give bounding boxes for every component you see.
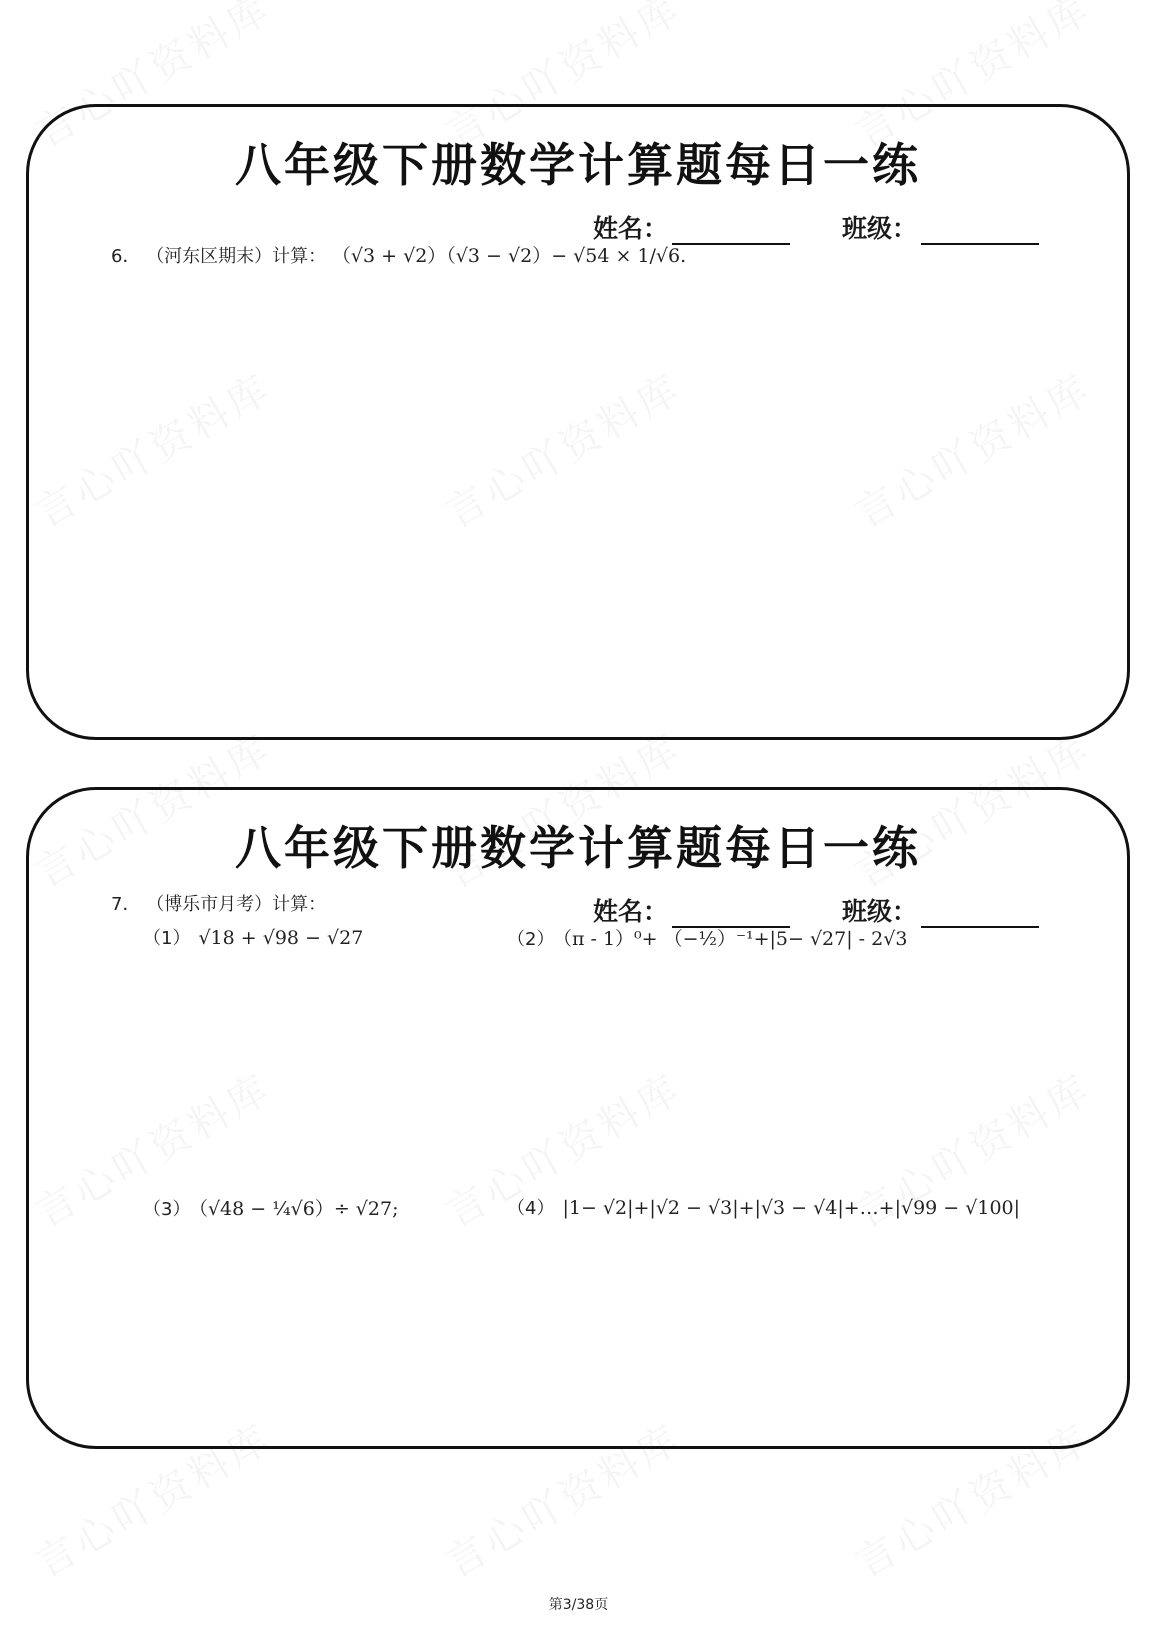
page-number: 第3/38页 bbox=[548, 1597, 609, 1613]
student-info-row bbox=[593, 892, 1039, 928]
sub-question-expression: √18 + √98 − √27 bbox=[198, 927, 364, 949]
class-label: 班级： bbox=[841, 897, 917, 926]
sub-question-label: （1） bbox=[143, 928, 191, 949]
sub-question-label: （2） bbox=[507, 929, 555, 950]
sub-question-1 bbox=[143, 924, 363, 950]
class-blank[interactable] bbox=[921, 900, 1039, 928]
name-label: 姓名： bbox=[592, 214, 668, 243]
question-line bbox=[111, 890, 326, 916]
sub-question-expression: （π - 1）⁰+ （−½）⁻¹+|5− √27| - 2√3 bbox=[562, 928, 908, 950]
student-info-row bbox=[593, 209, 1039, 245]
question-line bbox=[111, 241, 686, 268]
sub-question-expression: |1− √2|+|√2 − √3|+|√3 − √4|+…+|√99 − √100| bbox=[562, 1197, 1021, 1219]
class-blank[interactable] bbox=[921, 217, 1039, 245]
question-source: （博乐市月考）计算： bbox=[146, 894, 327, 915]
sub-question-4 bbox=[507, 1194, 1020, 1220]
class-field bbox=[842, 209, 1039, 245]
name-field bbox=[593, 892, 790, 928]
name-field bbox=[593, 209, 790, 245]
question-source: （河东区期末）计算： bbox=[146, 246, 327, 267]
question-number: 7． bbox=[111, 894, 141, 915]
worksheet-title: 八年级下册数学计算题每日一练 bbox=[235, 138, 921, 192]
worksheet-title: 八年级下册数学计算题每日一练 bbox=[235, 821, 921, 875]
name-label: 姓名： bbox=[592, 897, 668, 926]
sub-question-label: （4） bbox=[507, 1198, 555, 1219]
sub-question-2 bbox=[507, 924, 907, 951]
sub-question-expression: （√48 − ¼√6）÷ √27; bbox=[198, 1198, 399, 1220]
sub-question-3 bbox=[143, 1194, 399, 1221]
worksheet-card bbox=[26, 787, 1130, 1449]
question-number: 6． bbox=[111, 246, 141, 267]
sub-question-label: （3） bbox=[143, 1199, 191, 1220]
class-label: 班级： bbox=[841, 214, 917, 243]
worksheet-card bbox=[26, 104, 1130, 740]
class-field bbox=[842, 892, 1039, 928]
question-expression: （√3 + √2）（√3 − √2）− √54 × 1/√6. bbox=[331, 245, 687, 267]
name-blank[interactable] bbox=[672, 217, 790, 245]
